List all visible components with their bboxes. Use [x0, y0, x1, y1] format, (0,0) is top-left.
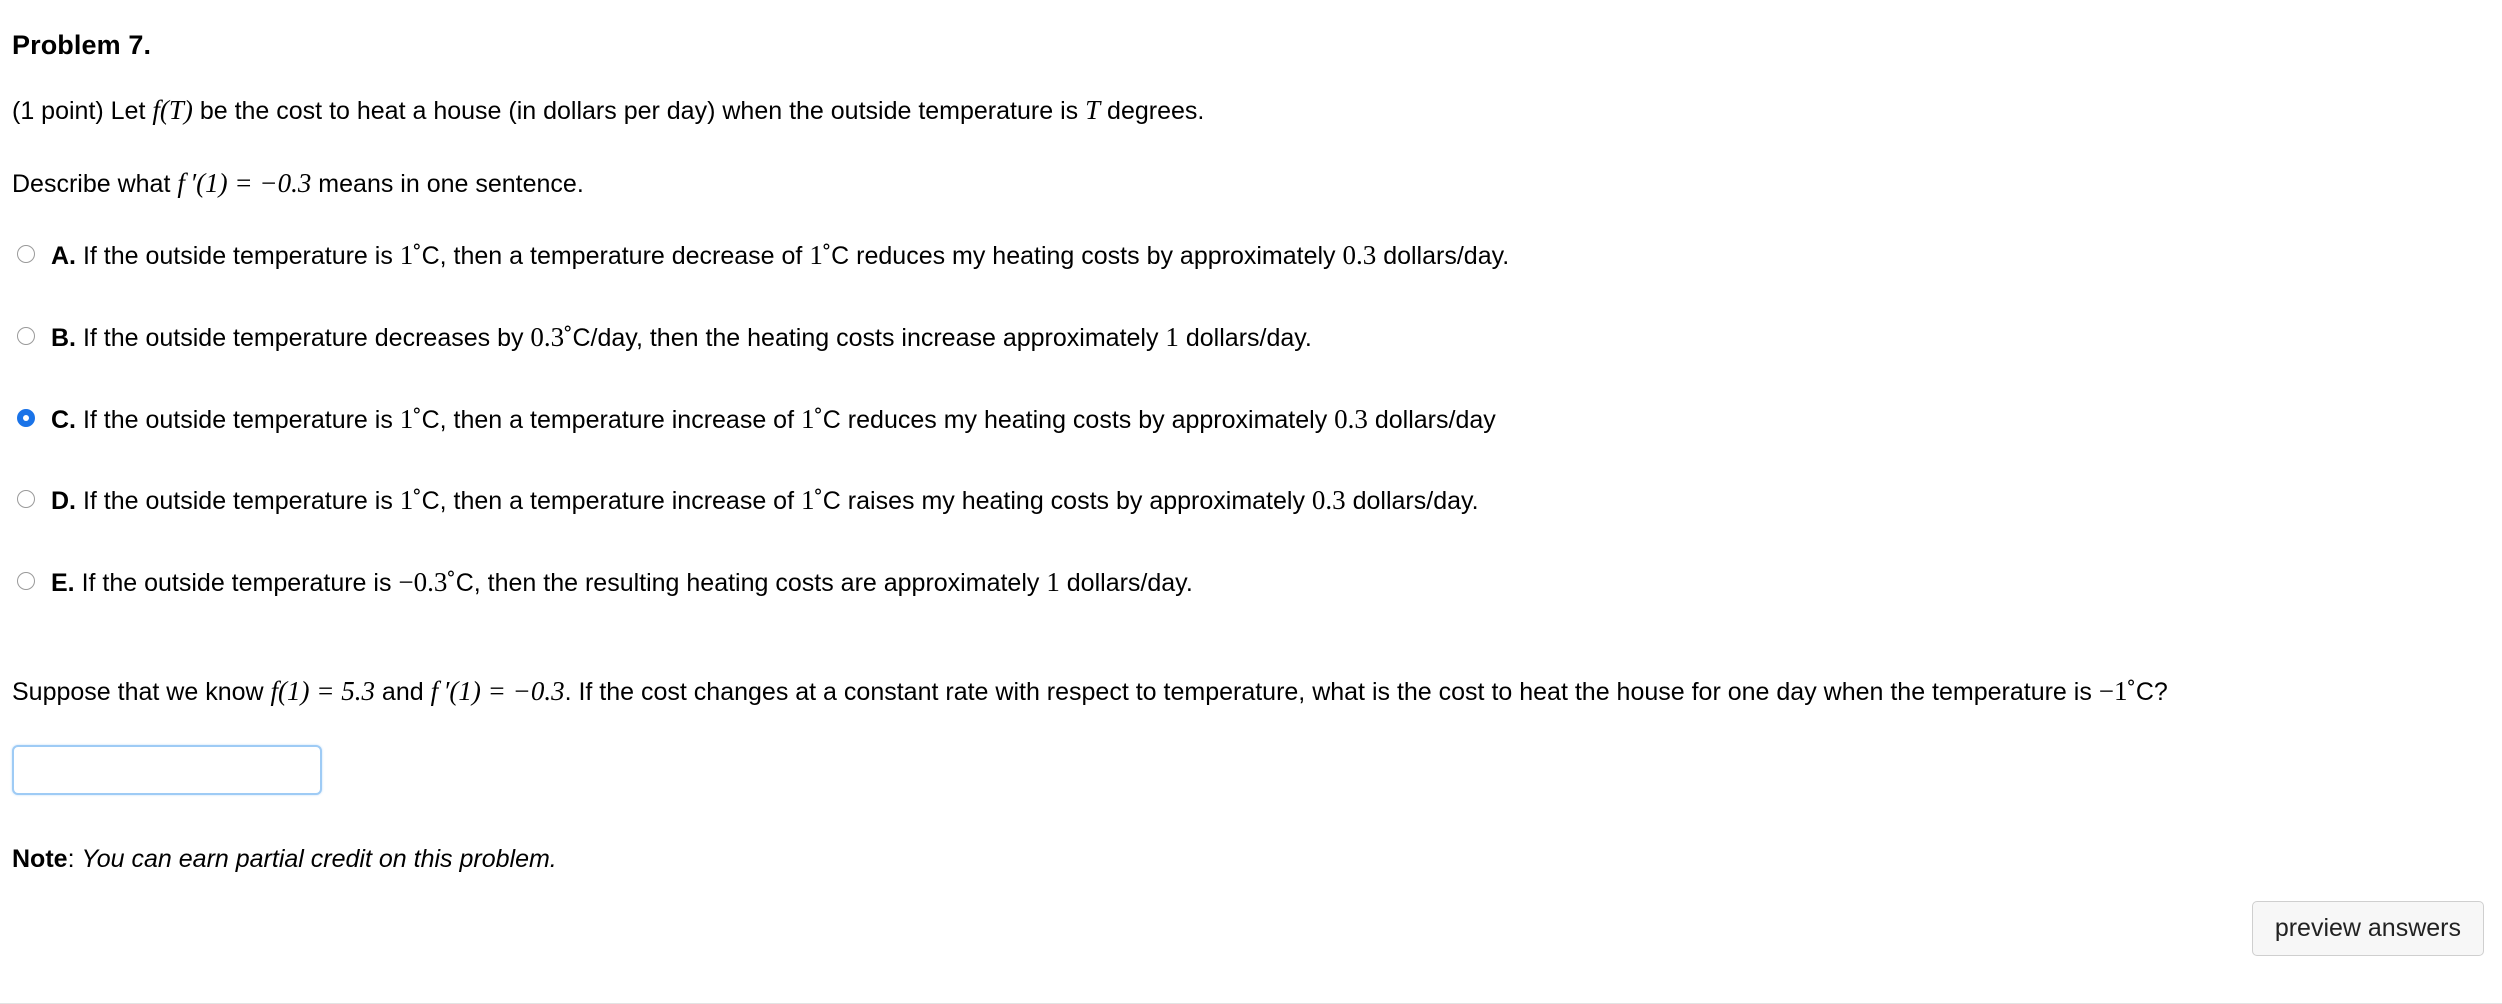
choice-e[interactable]: [12, 566, 2502, 600]
choice-c-part-6: dollars/day: [1367, 405, 1496, 434]
choice-a-text: [51, 239, 1509, 273]
choice-a-part-3: 1: [809, 240, 823, 271]
radio-d[interactable]: [17, 490, 35, 508]
note-body: You can earn partial credit on this problem.: [81, 845, 557, 874]
radio-a[interactable]: [17, 245, 35, 263]
choice-c-part-4: ˚C reduces my heating costs by approximately: [814, 405, 1335, 434]
radio-b[interactable]: [17, 327, 35, 345]
suppose-prompt: [12, 674, 2502, 709]
choice-d-text: [51, 484, 1479, 518]
choice-d[interactable]: [12, 484, 2502, 518]
choice-a-part-5: 0.3: [1342, 240, 1377, 271]
choice-a-part-2: ˚C, then a temperature decrease of: [413, 242, 810, 271]
choice-b-letter: B.: [51, 323, 76, 352]
choice-b-part-2: ˚C/day, then the heating costs increase approximately: [564, 323, 1166, 352]
choice-d-part-4: ˚C raises my heating costs by approximately: [814, 487, 1312, 516]
choice-b-part-4: dollars/day.: [1178, 323, 1312, 352]
describe-prefix: Describe what: [12, 170, 178, 199]
choice-a-letter: A.: [51, 242, 76, 271]
choice-c-text: [51, 403, 1496, 437]
choice-c-part-5: 0.3: [1334, 403, 1368, 434]
choice-e-part-4: dollars/day.: [1059, 569, 1193, 598]
choice-e-part-3: 1: [1046, 567, 1060, 598]
intro-end: degrees.: [1100, 97, 1205, 125]
choice-d-part-0: If the outside temperature is: [76, 487, 400, 516]
radio-e[interactable]: [17, 572, 35, 590]
choice-b-text: [51, 321, 1312, 355]
problem-intro: [12, 93, 2502, 128]
intro-function-arg: (T): [159, 95, 193, 125]
choice-b-part-1: 0.3: [530, 321, 565, 352]
suppose-part-4: ˚C?: [2127, 677, 2168, 706]
choice-b-part-3: 1: [1165, 321, 1179, 352]
suppose-part-1: Suppose that we know: [12, 677, 271, 706]
choice-a-part-0: If the outside temperature is: [76, 242, 400, 271]
choice-e-part-0: If the outside temperature is: [74, 569, 399, 598]
note-text: [12, 845, 2502, 874]
choice-a[interactable]: [12, 239, 2502, 273]
choice-e-letter: E.: [51, 569, 75, 598]
suppose-equation-1: f(1) = 5.3: [270, 675, 375, 706]
suppose-part-3: . If the cost changes at a constant rate with respect to temperature, what is the cost to heat the house for one day when the temperature is: [564, 677, 2099, 706]
choice-a-part-6: dollars/day.: [1376, 242, 1510, 271]
choice-e-part-2: ˚C, then the resulting heating costs are approximately: [447, 569, 1047, 598]
preview-answers-button[interactable]: preview answers: [2252, 901, 2484, 956]
choice-d-part-5: 0.3: [1311, 485, 1346, 516]
choice-c-part-3: 1: [800, 403, 815, 434]
suppose-temperature-value: −1: [2098, 675, 2128, 706]
note-colon: :: [67, 845, 82, 874]
choice-a-part-1: 1: [399, 240, 414, 271]
choice-d-part-6: dollars/day.: [1345, 487, 1479, 516]
answer-row: [12, 745, 2502, 795]
preview-answers-wrap: [2252, 901, 2484, 956]
choice-e-part-1: −0.3: [398, 567, 448, 598]
points-prefix: (1 point) Let: [12, 97, 153, 125]
choice-c-letter: C.: [51, 405, 76, 434]
choice-c-part-0: If the outside temperature is: [76, 405, 400, 434]
choice-b-part-0: If the outside temperature decreases by: [76, 323, 531, 352]
choice-b[interactable]: [12, 321, 2502, 355]
intro-function-f: f: [152, 95, 160, 125]
intro-temperature-variable: T: [1085, 95, 1101, 125]
suppose-part-2: and: [374, 677, 431, 706]
radio-c[interactable]: [17, 409, 35, 427]
answer-input[interactable]: [12, 745, 322, 795]
choice-d-part-3: 1: [800, 485, 815, 516]
choice-e-text: [51, 566, 1193, 600]
suppose-equation-2: f ′(1) = −0.3: [430, 675, 565, 706]
choice-c-part-1: 1: [399, 403, 414, 434]
note-label: Note: [12, 845, 68, 874]
choice-a-part-4: ˚C reduces my heating costs by approximately: [822, 242, 1343, 271]
choice-d-part-2: ˚C, then a temperature increase of: [413, 487, 801, 516]
intro-rest: be the cost to heat a house (in dollars per day) when the outside temperature is: [192, 97, 1086, 125]
choice-list: [12, 239, 2502, 600]
describe-equation: f ′(1) = −0.3: [177, 168, 312, 199]
describe-suffix: means in one sentence.: [311, 170, 584, 199]
page-title: Problem 7.: [12, 30, 152, 60]
choice-d-part-1: 1: [399, 485, 414, 516]
describe-prompt: [12, 166, 2502, 201]
choice-c-part-2: ˚C, then a temperature increase of: [413, 405, 801, 434]
choice-c[interactable]: [12, 403, 2502, 437]
choice-d-letter: D.: [51, 487, 76, 516]
